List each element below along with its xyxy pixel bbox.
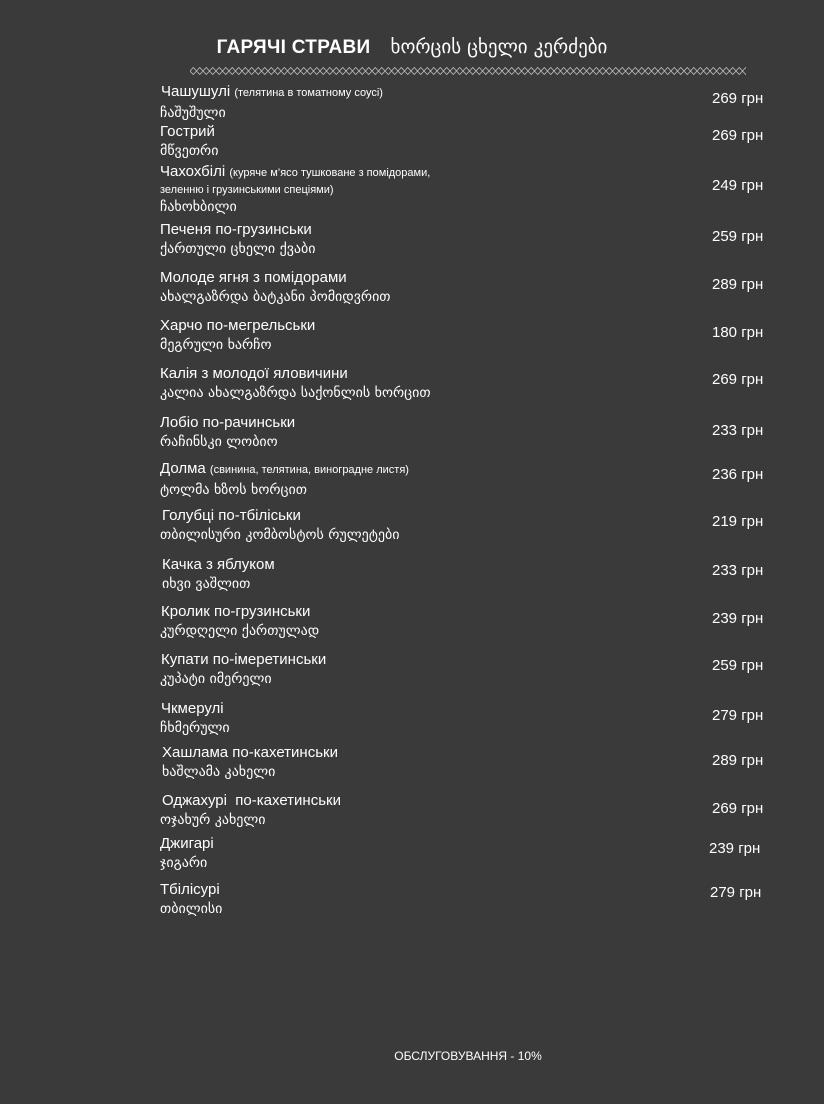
- dish-name: Калія з молодої яловичини: [160, 365, 348, 382]
- dish-description: (куряче м’ясо тушковане з помідорами,: [229, 167, 431, 179]
- dish-description: (свинина, телятина, виноградне листя): [209, 464, 409, 476]
- dish-name-georgian: რაჩინსკი ლობიო: [160, 434, 278, 450]
- menu-item: [160, 602, 780, 641]
- dish-name: Купати по-імеретинськи: [161, 651, 327, 668]
- dish-price: 259 грн: [712, 228, 764, 245]
- dish-price: 249 грн: [712, 177, 764, 194]
- dish-price: 233 грн: [712, 562, 764, 579]
- dish-price: 239 грн: [709, 840, 761, 857]
- dish-price: 269 грн: [712, 127, 764, 144]
- dish-price: 239 грн: [712, 610, 764, 627]
- menu-item: [160, 699, 780, 738]
- menu-item: [160, 506, 780, 545]
- menu-item: [160, 413, 780, 452]
- dish-price: 259 грн: [712, 657, 764, 674]
- menu-item: [160, 220, 780, 259]
- dish-name-georgian: მწვეთრი: [160, 143, 219, 159]
- dish-description-line-2: зеленню і грузинськими спеціями): [160, 184, 334, 196]
- dish-name: Чашушулі: [161, 83, 231, 100]
- dish-name-georgian: ჩახოხბილი: [160, 199, 237, 215]
- dish-name-georgian: ქართული ცხელი ქვაბი: [160, 241, 316, 257]
- menu-item: [160, 791, 780, 830]
- dish-name: Молоде ягня з помідорами: [160, 269, 347, 286]
- dish-name-georgian: მეგრული ხარჩო: [160, 337, 272, 353]
- dish-name: Оджахурі по-кахетинськи: [162, 792, 341, 809]
- dish-name-georgian: იხვი ვაშლით: [162, 576, 251, 592]
- dish-price: 269 грн: [712, 800, 764, 817]
- menu-item: [160, 364, 780, 403]
- menu-item: [160, 316, 780, 355]
- dish-name-georgian: კუპატი იმერელი: [160, 671, 272, 687]
- ornament-divider: [190, 66, 746, 76]
- menu-item: [160, 743, 780, 782]
- dish-description: (телятина в томатному соусі): [234, 87, 383, 99]
- dish-name-georgian: კალია ახალგაზრდა საქონლის ხორცით: [160, 385, 431, 401]
- dish-price: 180 грн: [712, 324, 764, 341]
- dish-name-georgian: ჯიგარი: [160, 855, 208, 871]
- dish-price: 219 грн: [712, 513, 764, 530]
- dish-name-georgian: ოჯახურ კახელი: [160, 812, 266, 828]
- section-title-ukrainian: ГАРЯЧІ СТРАВИ: [216, 37, 371, 58]
- dish-price: 279 грн: [710, 884, 762, 901]
- dish-name: Долма: [160, 460, 206, 477]
- section-title-georgian: ხორცის ცხელი კერძები: [390, 36, 608, 58]
- menu-header: [0, 36, 824, 59]
- menu-item: [160, 555, 780, 594]
- dish-price: 289 грн: [712, 276, 764, 293]
- dish-name-georgian: ხაშლამა კახელი: [162, 764, 276, 780]
- dish-price: 236 грн: [712, 466, 764, 483]
- dish-name: Чкмерулі: [161, 700, 224, 717]
- dish-name-georgian: თბილისი: [160, 901, 223, 917]
- menu-item: [160, 880, 780, 919]
- menu-item: [160, 82, 780, 123]
- dish-price: 269 грн: [712, 371, 764, 388]
- dish-price: 269 грн: [712, 90, 764, 107]
- dish-name: Голубці по-тбіліськи: [162, 507, 301, 524]
- dish-name-georgian: თბილისური კომბოსტოს რულეტები: [160, 527, 400, 543]
- dish-name: Чахохбілі: [160, 163, 226, 180]
- service-charge-note: ОБСЛУГОВУВАННЯ - 10%: [394, 1049, 542, 1063]
- dish-name: Гострий: [160, 123, 215, 140]
- dish-name: Лобіо по-рачинськи: [160, 414, 296, 431]
- menu-item: [160, 834, 780, 873]
- dish-name: Харчо по-мегрельськи: [160, 317, 316, 334]
- menu-item: [160, 162, 780, 217]
- menu-item: [160, 122, 780, 161]
- dish-name-georgian: ჩაშუშული: [160, 105, 226, 121]
- dish-name-georgian: ტოლმა ხზოს ხორცით: [160, 482, 307, 498]
- dish-name: Джигарі: [160, 835, 214, 852]
- dish-name: Качка з яблуком: [162, 556, 275, 573]
- dish-price: 289 грн: [712, 752, 764, 769]
- dish-name: Печеня по-грузинськи: [160, 221, 312, 238]
- dish-name: Хашлама по-кахетинськи: [162, 744, 338, 761]
- dish-name: Тбілісурі: [160, 881, 220, 898]
- menu-item: [160, 459, 780, 500]
- menu-item: [160, 650, 780, 689]
- dish-name-georgian: კურდღელი ქართულად: [160, 623, 320, 639]
- dish-name-georgian: ახალგაზრდა ბატკანი პომიდვრით: [160, 289, 391, 305]
- dish-price: 233 грн: [712, 422, 764, 439]
- menu-item: [160, 268, 780, 307]
- dish-price: 279 грн: [712, 707, 764, 724]
- dish-name-georgian: ჩხმერული: [160, 720, 230, 736]
- dish-name: Кролик по-грузинськи: [161, 603, 311, 620]
